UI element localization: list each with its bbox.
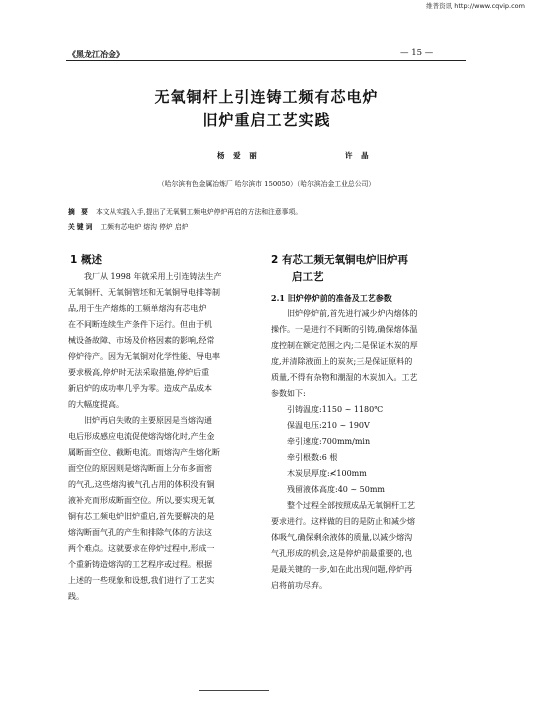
body-line: 质量,不得有杂物和潮湿的木炭加入。工艺 (271, 373, 418, 382)
footer-rule (199, 690, 269, 691)
body-line: 熔沟断面气孔的产生和排除气体的方法这 (68, 528, 212, 537)
title-line-1: 无氧铜杆上引连铸工频有芯电炉 (154, 88, 379, 106)
parameter-list (271, 402, 467, 498)
body-line: 个重新铸造熔沟的工艺程序或过程。根据 (68, 560, 212, 569)
body-line: 铜有芯工频电炉旧炉重启,首先要解决的是 (68, 512, 215, 521)
body-line: 度,并清除液面上的炭灰;三是保证原料的 (271, 357, 413, 366)
section-1-heading: 1 概述 (70, 254, 102, 266)
abstract (68, 206, 302, 216)
abstract-text: 本文从实践入手,提出了无氧铜工频电炉停炉再启的方法和注意事项。 (95, 208, 303, 216)
parameter-item: 牵引根数:6 根 (287, 453, 338, 462)
body-line: 械设备故障、市场及价格因素的影响,经常 (68, 336, 215, 345)
parameter-item: 牵引速度:700mm/min (287, 437, 371, 446)
body-line: 两个难点。这就要求在停炉过程中,形成一 (68, 544, 215, 553)
parameter-item: 木炭层厚度:≮100mm (287, 469, 367, 478)
journal-name: 《黑龙江冶金》 (68, 49, 124, 59)
section-2-heading-line-1: 2 有芯工频无氧铜电炉旧炉再 (271, 254, 408, 266)
parameter-item: 引铸温度:1150 ~ 1180℃ (287, 405, 384, 414)
body-line: 液补充而形成断面空位。所以,要实现无氧 (68, 496, 215, 505)
body-line: 品,用于生产熔炼的工频单熔沟有芯电炉 (68, 304, 207, 313)
body-line: 要求进行。这样做的目的是防止和减少熔 (271, 517, 415, 526)
body-line: 电后形成感应电流促使熔沟熔化时,产生金 (68, 432, 215, 441)
body-line: 无氧铜杆、无氧铜管坯和无氧铜导电排等制 (68, 288, 220, 297)
body-line: 旧炉停炉前,首先进行减少炉内熔体的 (287, 309, 418, 318)
abstract-label: 摘 要 (68, 208, 90, 216)
title-line-2: 旧炉重启工艺实践 (202, 111, 331, 129)
section-2-heading-line-2: 启工艺 (292, 271, 324, 283)
subsection-heading: 2.1 旧炉停炉前的准备及工艺参数 (271, 293, 392, 303)
body-line: 在不间断连续生产条件下运行。但由于机 (68, 320, 212, 329)
body-line: 整个过程全部按照成品无氧铜杆工艺 (287, 501, 415, 510)
author-2: 许 晶 (345, 151, 372, 160)
body-line: 操作。一是进行不间断的引铸,确保熔体温 (271, 325, 418, 334)
keywords (68, 221, 188, 231)
body-line: 旧炉再启失败的主要原因是当熔沟通 (84, 416, 212, 425)
section-1-body (68, 269, 264, 605)
body-line: 上述的一些现象和设想,我们进行了工艺实 (68, 576, 215, 585)
affiliation: （哈尔滨有色金属冶炼厂 哈尔滨市 150050）（哈尔滨冶金工业总公司） (157, 180, 376, 188)
body-line: 要求极高,停炉时无法采取措施,停炉后重 (68, 368, 210, 377)
body-line: 属断面空位、截断电流。而熔沟产生熔化断 (68, 448, 220, 457)
body-line: 新启炉的成功率几乎为零。造成产品成本 (68, 384, 212, 393)
header-rule (66, 60, 466, 61)
body-line: 停炉待产。因为无氧铜对化学性能、导电率 (68, 352, 220, 361)
body-line: 面空位的原因则是熔沟断面上分布多面密 (68, 464, 212, 473)
keywords-label: 关键词 (68, 223, 95, 231)
keywords-text: 工频有芯电炉 熔沟 停炉 启炉 (100, 223, 189, 231)
body-line: 体吸气,确保剩余液体的质量,以减少熔沟 (271, 533, 413, 542)
body-line: 参数如下: (271, 389, 306, 398)
body-line: 度控制在额定范围之内;二是保证木炭的厚 (271, 341, 418, 350)
body-line: 我厂从 1998 年就采用上引连铸法生产 (84, 272, 222, 281)
section-2-body (271, 290, 467, 594)
parameter-item: 残留液体高度:40 ~ 50mm (287, 485, 386, 494)
body-line: 的气孔,这些熔沟被气孔占用的体积没有铜 (68, 480, 215, 489)
body-line: 践。 (68, 592, 84, 601)
watermark-text: 维普资讯 http://www.cqvip.com (426, 2, 525, 10)
body-line: 气孔形成的机会,这是停炉前最重要的,也 (271, 549, 413, 558)
author-1: 杨 爱 丽 (217, 151, 260, 160)
body-line: 的大幅度提高。 (68, 400, 124, 409)
body-line: 启将前功尽弃。 (271, 581, 327, 590)
body-line: 是最关键的一步,如在此出现问题,停炉再 (271, 565, 413, 574)
parameter-item: 保温电压:210 ~ 190V (287, 421, 370, 430)
page-number: — 15 — (400, 48, 434, 58)
